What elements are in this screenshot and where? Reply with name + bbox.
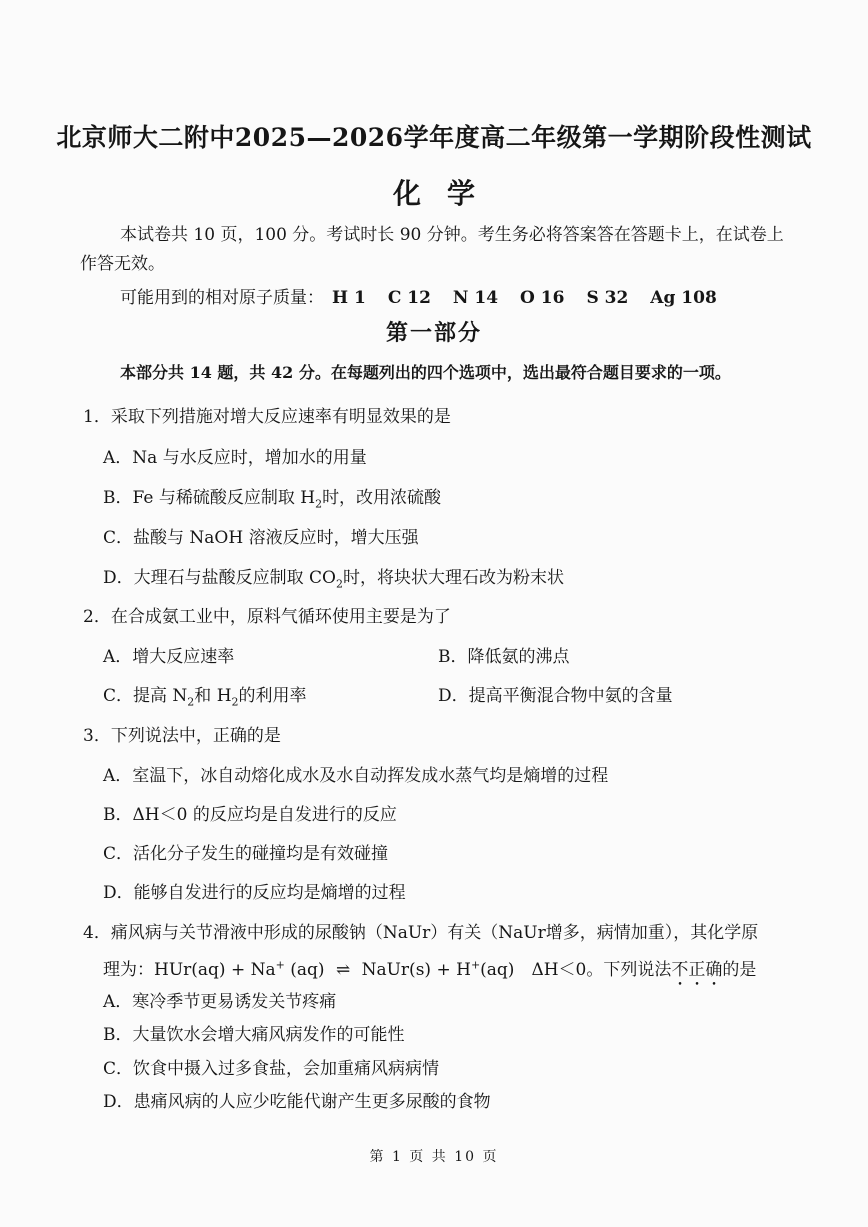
- q3-option-a: A．室温下，冰自动熔化成水及水自动挥发成水蒸气均是熵增的过程: [103, 766, 609, 786]
- q1-option-c: C．盐酸与 NaOH 溶液反应时，增大压强: [103, 528, 419, 548]
- part-instruction: 本部分共 14 题，共 42 分。在每题列出的四个选项中，选出最符合题目要求的一项。: [120, 363, 731, 382]
- q1-option-d: D．大理石与盐酸反应制取 $CO_2$时，将块状大理石改为粉末状: [103, 568, 564, 591]
- q4-option-c: C．饮食中摄入过多食盐，会加重痛风病病情: [103, 1059, 440, 1079]
- atomic-mass-label: 可能用到的相对原子质量：: [120, 288, 324, 308]
- subject-title: 化学: [392, 177, 501, 210]
- q2-option-a: A．增大反应速率: [103, 647, 235, 667]
- intro-line-1: 本试卷共 10 页，100 分。考试时长 90 分钟。考生务必将答案答在答题卡上，在试卷上: [120, 225, 784, 245]
- q4-stem-line-2: 理为：HUr(aq) + Na+ (aq) ⇌ NaUr(s) + H+(aq) ΔH＜0。下列说法不正确的是: [103, 958, 757, 980]
- q3-option-c: C．活化分子发生的碰撞均是有效碰撞: [103, 844, 389, 864]
- q1-stem: 1．采取下列措施对增大反应速率有明显效果的是: [83, 407, 451, 427]
- q4-option-a: A．寒冷季节更易诱发关节疼痛: [103, 992, 337, 1012]
- part-title: 第一部分: [385, 320, 482, 346]
- q3-option-b: B．ΔH＜0 的反应均是自发进行的反应: [103, 805, 397, 825]
- q2-option-b: B．降低氨的沸点: [438, 647, 570, 667]
- q4-option-d: D．患痛风病的人应少吃能代谢产生更多尿酸的食物: [103, 1092, 491, 1112]
- atomic-mass-ag: Ag 108: [650, 288, 717, 308]
- q3-option-d: D．能够自发进行的反应均是熵增的过程: [103, 883, 406, 903]
- intro-line-2: 作答无效。: [80, 254, 165, 274]
- atomic-mass-c: C 12: [387, 288, 431, 308]
- exam-title: 北京师大二附中2025—2026学年度高二年级第一学期阶段性测试: [56, 123, 812, 152]
- atomic-mass-line: [120, 283, 739, 308]
- atomic-mass-o: O 16: [520, 288, 565, 308]
- q1-option-b: B．Fe 与稀硫酸反应制取 $H_2$时，改用浓硫酸: [103, 488, 442, 511]
- q2-option-c: C．提高 $N_2$和 $H_2$的利用率: [103, 686, 307, 709]
- q1-option-a: A．Na 与水反应时，增加水的用量: [103, 448, 367, 468]
- equilibrium-arrow-icon: ⇌: [335, 960, 351, 980]
- q2-stem: 2．在合成氨工业中，原料气循环使用主要是为了: [83, 607, 451, 627]
- atomic-mass-s: S 32: [586, 288, 629, 308]
- q4-option-b: B．大量饮水会增大痛风病发作的可能性: [103, 1025, 405, 1045]
- atomic-mass-h: H 1: [332, 288, 366, 308]
- q2-option-d: D．提高平衡混合物中氨的含量: [438, 686, 673, 706]
- q3-stem: 3．下列说法中，正确的是: [83, 726, 281, 746]
- atomic-mass-n: N 14: [452, 288, 499, 308]
- page-footer: 第 1 页 共 10 页: [369, 1149, 499, 1165]
- q4-stem-line-1: 4．痛风病与关节滑液中形成的尿酸钠（NaUr）有关（NaUr增多，病情加重），其化学原: [83, 923, 759, 943]
- emphasis-not-correct: 不正确: [671, 960, 723, 980]
